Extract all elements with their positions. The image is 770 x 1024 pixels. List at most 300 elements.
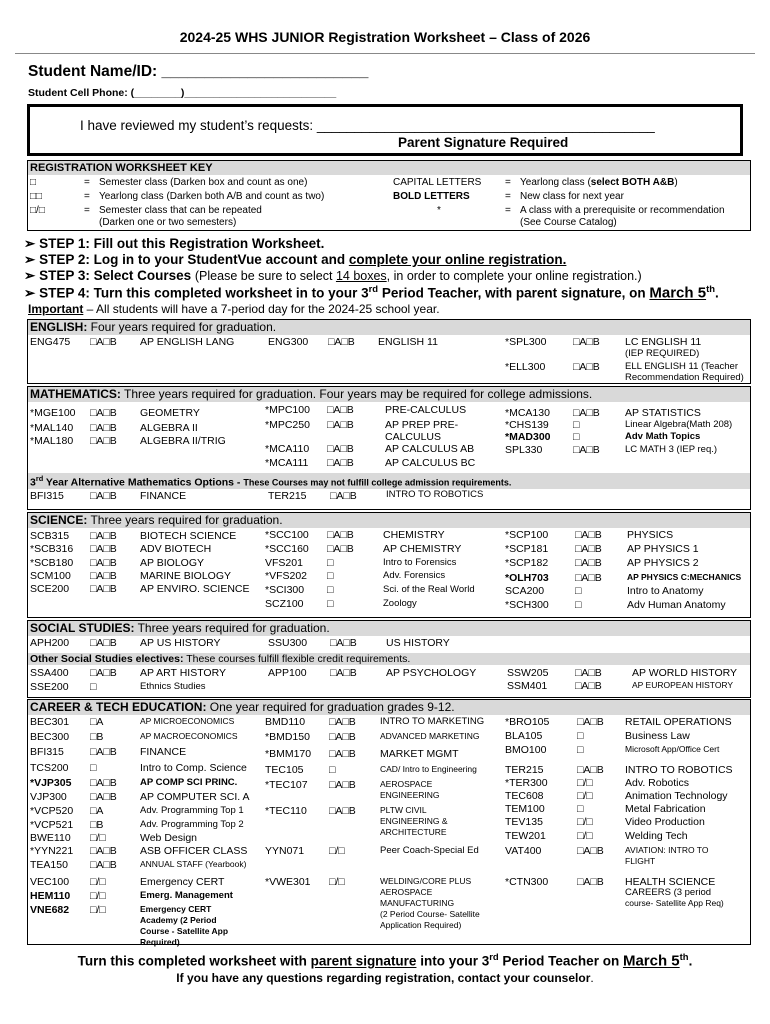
course-code: SCM100	[30, 570, 71, 582]
course-code: TEM100	[505, 803, 545, 815]
course-code: BLA105	[505, 730, 543, 742]
course-name: ENGLISH 11	[378, 336, 438, 348]
course-name: AP ART HISTORY	[140, 667, 226, 679]
course-code: *MAD300	[505, 431, 551, 443]
alt-title: 3	[30, 476, 36, 489]
course-name: ARCHITECTURE	[380, 827, 447, 837]
course-name: Peer Coach-Special Ed	[380, 845, 479, 856]
key-description: Semester class (Darken box and count as one)	[99, 177, 308, 188]
course-code: SCZ100	[265, 598, 304, 610]
course-code: SSU300	[268, 637, 308, 649]
course-code: *MPC250	[265, 419, 310, 431]
course-name: Linear Algebra(Math 208)	[625, 419, 733, 430]
course-code: VAT400	[505, 845, 542, 857]
semester-checkbox[interactable]: □	[327, 570, 334, 582]
course-name: Intro to Comp. Science	[140, 762, 247, 774]
key-symbol: □/□	[30, 205, 45, 216]
key-symbol: □□	[30, 191, 43, 202]
semester-checkbox[interactable]: □A□B	[330, 637, 357, 649]
key-description: Semester class that can be repeated	[99, 205, 262, 216]
semester-checkbox[interactable]: □A□B	[575, 529, 602, 541]
semester-checkbox[interactable]: □/□	[90, 876, 106, 888]
course-name: ADVANCED MARKETING	[380, 731, 480, 741]
semester-checkbox[interactable]: □A□B	[573, 361, 600, 373]
course-name: ALGEBRA II/TRIG	[140, 435, 226, 447]
course-code: TEW201	[505, 830, 546, 842]
course-code: *MAL180	[30, 435, 74, 447]
course-code: BFI315	[30, 746, 64, 758]
course-code: *TER300	[505, 777, 548, 789]
course-name: Emergency CERT	[140, 904, 212, 914]
semester-checkbox[interactable]: □	[573, 431, 580, 443]
course-name: Ethnics Studies	[140, 681, 206, 692]
section-title: CAREER & TECH EDUCATION:	[30, 700, 207, 714]
course-name: Microsoft App/Office Cert	[625, 744, 720, 754]
course-name: AP PREP PRE-	[385, 419, 459, 431]
course-code: *MPC100	[265, 404, 310, 416]
section-title: SOCIAL STUDIES:	[30, 621, 135, 635]
course-name: INTRO TO ROBOTICS	[625, 764, 733, 776]
semester-checkbox[interactable]: □A□B	[90, 746, 117, 758]
course-code: *SCB180	[30, 557, 74, 569]
semester-checkbox[interactable]: □/□	[577, 816, 593, 828]
course-name: AP WORLD HISTORY	[632, 667, 738, 679]
semester-checkbox[interactable]: □A□B	[90, 422, 117, 434]
course-name: AP EUROPEAN HISTORY	[632, 680, 734, 690]
semester-checkbox[interactable]: □	[575, 585, 582, 597]
course-name: Required)	[140, 937, 180, 947]
course-name: FLIGHT	[625, 856, 656, 866]
semester-checkbox[interactable]: □/□	[577, 790, 593, 802]
semester-checkbox[interactable]: □/□	[577, 830, 593, 842]
course-name: AP ENGLISH LANG	[140, 336, 235, 348]
course-name: Sci. of the Real World	[383, 584, 475, 595]
course-code: *BMM170	[265, 748, 312, 760]
semester-checkbox[interactable]: □A□B	[577, 764, 604, 776]
course-name: ENGINEERING	[380, 790, 440, 800]
course-code: *MAL140	[30, 422, 74, 434]
course-name: Academy (2 Period	[140, 915, 217, 925]
social-studies-section-header	[28, 621, 750, 636]
parent-signature-label: Parent Signature Required	[398, 135, 569, 150]
course-code: BMD110	[265, 716, 306, 728]
semester-checkbox[interactable]: □A□B	[329, 805, 356, 817]
semester-checkbox[interactable]: □A□B	[90, 407, 117, 419]
semester-checkbox[interactable]: □A□B	[90, 859, 117, 871]
course-code: TEC105	[265, 764, 304, 776]
semester-checkbox[interactable]: □A□B	[329, 716, 356, 728]
course-code: *ELL300	[505, 361, 546, 373]
course-name: AP CALCULUS AB	[385, 443, 475, 455]
semester-checkbox[interactable]: □A□B	[328, 336, 355, 348]
course-code: SPL330	[505, 444, 543, 456]
course-name: ASB OFFICER CLASS	[140, 845, 248, 857]
semester-checkbox[interactable]: □/□	[577, 777, 593, 789]
course-code: *SCP182	[505, 557, 549, 569]
semester-checkbox[interactable]: □	[573, 419, 580, 431]
course-code: TCS200	[30, 762, 69, 774]
course-name: AP PSYCHOLOGY	[386, 667, 477, 679]
course-code: SCB315	[30, 530, 70, 542]
section-subtitle: One year required for graduation grades 9-12.	[206, 700, 455, 714]
semester-checkbox[interactable]: □	[327, 598, 334, 610]
section-subtitle: Three years required for graduation.	[134, 621, 330, 635]
key-desc-bold: select BOTH A&B	[590, 177, 675, 188]
electives-title: Other Social Studies electives:	[30, 653, 184, 665]
section-title: SCIENCE:	[30, 513, 88, 527]
key-equals: =	[505, 205, 511, 216]
course-name: AP PHYSICS C:MECHANICS	[627, 572, 742, 582]
course-name: Adv Math Topics	[625, 431, 701, 442]
step-4: ➢ STEP 4: Turn this completed worksheet in to your 3rd Period Teacher, with parent signature, on March 5th.	[24, 284, 719, 302]
course-code: *VJP305	[30, 777, 72, 789]
important-note: Important – All students will have a 7-period day for the 2024-25 school year.	[28, 302, 440, 316]
key-symbol: *	[437, 205, 441, 216]
section-subtitle: Three years required for graduation.	[87, 513, 283, 527]
course-name: FINANCE	[140, 490, 187, 502]
course-code: HEM110	[30, 890, 71, 902]
course-name: HEALTH SCIENCE	[625, 876, 716, 888]
alt-note: These Courses may not fulfill college admission requirements.	[243, 477, 512, 488]
course-code: *SCB316	[30, 543, 74, 555]
course-name: AP MACROECONOMICS	[140, 731, 238, 741]
course-code: *SCC160	[265, 543, 309, 555]
course-name: Welding Tech	[625, 830, 688, 842]
course-name: Animation Technology	[625, 790, 728, 802]
course-name: Metal Fabrication	[625, 803, 706, 815]
course-code: TEV135	[505, 816, 543, 828]
review-signature-line[interactable]: I have reviewed my student’s requests: _____________________________________________	[80, 118, 655, 133]
course-name: Adv. Forensics	[383, 570, 446, 581]
semester-checkbox[interactable]: □A□B	[90, 583, 117, 595]
alt-sup: rd	[35, 474, 44, 483]
semester-checkbox[interactable]: □/□	[329, 845, 345, 857]
course-code: *VFS202	[265, 570, 308, 582]
semester-checkbox[interactable]: □A□B	[575, 543, 602, 555]
semester-checkbox[interactable]: □A□B	[575, 667, 602, 679]
course-code: *MCA110	[265, 443, 310, 455]
course-name: RETAIL OPERATIONS	[625, 716, 732, 728]
course-name: AP US HISTORY	[140, 637, 221, 649]
course-code: *VCP520	[30, 805, 74, 817]
footer-counselor-note: If you have any questions regarding registration, contact your counselor.	[176, 971, 594, 985]
course-code: BFI315	[30, 490, 64, 502]
semester-checkbox[interactable]: □A□B	[575, 680, 602, 692]
semester-checkbox[interactable]: □A□B	[330, 667, 357, 679]
semester-checkbox[interactable]: □A□B	[575, 572, 602, 584]
course-name: AP PHYSICS 1	[627, 543, 699, 555]
key-desc-text: )	[674, 177, 678, 188]
social-electives-header	[28, 653, 750, 665]
course-name: Intro to Anatomy	[627, 585, 704, 597]
key-description	[520, 217, 617, 228]
course-name: US HISTORY	[386, 637, 450, 649]
key-desc-text: (See Course Catalog)	[520, 217, 617, 228]
semester-checkbox[interactable]: □	[577, 730, 584, 742]
semester-checkbox[interactable]: □A□B	[90, 777, 117, 789]
semester-checkbox[interactable]: □	[90, 681, 97, 693]
course-code: VJP300	[30, 791, 67, 803]
semester-checkbox[interactable]: □A□B	[90, 336, 117, 348]
semester-checkbox[interactable]: □A□B	[90, 570, 117, 582]
course-name: Web Design	[140, 832, 198, 844]
course-name: MANUFACTURING	[380, 898, 455, 908]
course-code: *BMD150	[265, 731, 310, 743]
course-code: *SCP181	[505, 543, 549, 555]
course-code: SSE200	[30, 681, 69, 693]
student-name-field[interactable]: Student Name/ID: ________________________	[28, 63, 369, 80]
semester-checkbox[interactable]: □	[575, 599, 582, 611]
semester-checkbox[interactable]: □	[90, 762, 97, 774]
semester-checkbox[interactable]: □A□B	[327, 529, 354, 541]
course-code: *OLH703	[505, 572, 549, 584]
course-code: VFS201	[265, 557, 303, 569]
step-1: ➢ STEP 1: Fill out this Registration Worksheet.	[24, 236, 325, 251]
course-code: TEA150	[30, 859, 68, 871]
course-code: SCA200	[505, 585, 545, 597]
course-name: AP COMPUTER SCI. A	[140, 791, 250, 803]
course-name: AP CHEMISTRY	[383, 543, 462, 555]
course-name: CALCULUS	[385, 431, 442, 443]
course-name: Emergency CERT	[140, 876, 225, 888]
course-name: CAREERS (3 period	[625, 887, 712, 898]
course-name: BIOTECH SCIENCE	[140, 530, 237, 542]
course-code: APP100	[268, 667, 307, 679]
course-name: AP MICROECONOMICS	[140, 716, 235, 726]
key-equals: =	[505, 177, 511, 188]
course-code: *MGE100	[30, 407, 76, 419]
science-section-header	[28, 513, 750, 528]
course-name: ENGINEERING &	[380, 816, 448, 826]
course-name: (2 Period Course- Satellite	[380, 909, 480, 919]
electives-note: These courses fulfill flexible credit requirements.	[183, 653, 411, 665]
semester-checkbox[interactable]: □/□	[329, 876, 345, 888]
semester-checkbox[interactable]: □A	[90, 716, 104, 728]
course-code: TEC608	[505, 790, 544, 802]
course-code: SSW205	[507, 667, 549, 679]
course-code: *TEC110	[265, 805, 307, 817]
course-code: *SCI300	[265, 584, 305, 596]
step-3: ➢ STEP 3: Select Courses (Please be sure to select 14 boxes, in order to complete your online registration.)	[24, 268, 642, 283]
footer-instruction: Turn this completed worksheet with parent signature into your 3rd Period Teacher on March 5th.	[77, 952, 693, 970]
semester-checkbox[interactable]: □A□B	[327, 457, 354, 469]
semester-checkbox[interactable]: □A□B	[327, 419, 354, 431]
key-equals: =	[84, 177, 90, 188]
key-equals: =	[84, 191, 90, 202]
key-description: (Darken one or two semesters)	[99, 217, 237, 228]
worksheet-key-title: REGISTRATION WORKSHEET KEY	[28, 161, 750, 175]
course-name: FINANCE	[140, 746, 187, 758]
section-title: ENGLISH:	[30, 320, 88, 334]
semester-checkbox[interactable]: □A□B	[577, 716, 604, 728]
course-code: *VWE301	[265, 876, 311, 888]
course-code: *CTN300	[505, 876, 549, 888]
course-name: AEROSPACE	[380, 779, 433, 789]
course-name: Intro to Forensics	[383, 557, 457, 568]
course-name: ANNUAL STAFF (Yearbook)	[140, 859, 247, 869]
course-code: *YYN221	[30, 845, 74, 857]
alt-title: Year Alternative Mathematics Options -	[43, 476, 244, 489]
course-code: BMO100	[505, 744, 547, 756]
course-name: ADV BIOTECH	[140, 543, 212, 555]
course-code: *TEC107	[265, 779, 308, 791]
course-code: BWE110	[30, 832, 71, 844]
key-symbol: CAPITAL LETTERS	[393, 177, 482, 188]
step-2: ➢ STEP 2: Log in to your StudentVue account and complete your online registration.	[24, 252, 567, 267]
course-code: VNE682	[30, 904, 70, 916]
section-subtitle: Four years required for graduation.	[87, 320, 277, 334]
semester-checkbox[interactable]: □A□B	[573, 336, 600, 348]
key-equals: =	[84, 205, 90, 216]
semester-checkbox[interactable]: □B	[90, 819, 104, 831]
course-name: Application Required)	[380, 920, 462, 930]
semester-checkbox[interactable]: □A□B	[573, 407, 600, 419]
course-name: GEOMETRY	[140, 407, 200, 419]
semester-checkbox[interactable]: □A□B	[575, 557, 602, 569]
semester-checkbox[interactable]: □A□B	[90, 490, 117, 502]
semester-checkbox[interactable]: □/□	[90, 890, 106, 902]
course-name: AP COMP SCI PRINC.	[140, 777, 238, 788]
course-code: TER215	[268, 490, 307, 502]
course-code: *SCP100	[505, 529, 549, 541]
key-symbol: BOLD LETTERS	[393, 191, 470, 202]
course-name: Adv Human Anatomy	[627, 599, 726, 611]
course-code: *MCA130	[505, 407, 550, 419]
course-name: PHYSICS	[627, 529, 674, 541]
course-name: ELL ENGLISH 11 (Teacher	[625, 361, 738, 372]
course-name: PLTW CIVIL	[380, 805, 427, 815]
course-name: Emerg. Management	[140, 890, 233, 901]
semester-checkbox[interactable]: □A□B	[327, 443, 354, 455]
course-name: Adv. Programming Top 1	[140, 805, 244, 816]
course-code: *SCH300	[505, 599, 549, 611]
course-name: course- Satellite App Req)	[625, 898, 724, 908]
course-code: ENG300	[268, 336, 309, 348]
semester-checkbox[interactable]: □	[327, 584, 334, 596]
course-code: *SPL300	[505, 336, 547, 348]
course-code: BEC300	[30, 731, 70, 743]
course-code: VEC100	[30, 876, 70, 888]
semester-checkbox[interactable]: □A□B	[329, 748, 356, 760]
course-name: LC MATH 3 (IEP req.)	[625, 444, 718, 455]
semester-checkbox[interactable]: □A□B	[90, 667, 117, 679]
semester-checkbox[interactable]: □A□B	[90, 557, 117, 569]
student-cell-field[interactable]: Student Cell Phone: (________)__________________________	[28, 87, 337, 99]
course-name: CHEMISTRY	[383, 529, 445, 541]
course-name: MARINE BIOLOGY	[140, 570, 232, 582]
semester-checkbox[interactable]: □A□B	[90, 543, 117, 555]
semester-checkbox[interactable]: □A□B	[90, 791, 117, 803]
course-name: Business Law	[625, 730, 690, 742]
semester-checkbox[interactable]: □/□	[90, 832, 106, 844]
course-name: AP BIOLOGY	[140, 557, 204, 569]
key-desc-text: New class for next year	[520, 191, 624, 202]
section-subtitle: Three years required for graduation. Four years may be required for college admissions.	[120, 387, 593, 401]
key-description: Yearlong class (Darken both A/B and count as two)	[99, 191, 325, 202]
course-name: WELDING/CORE PLUS	[380, 876, 472, 886]
course-name: Video Production	[625, 816, 705, 828]
course-name: INTRO TO ROBOTICS	[386, 489, 484, 500]
semester-checkbox[interactable]: □	[329, 764, 336, 776]
semester-checkbox[interactable]: □	[577, 744, 584, 756]
course-code: *BRO105	[505, 716, 550, 728]
course-code: YYN071	[265, 845, 305, 857]
divider	[15, 53, 755, 54]
semester-checkbox[interactable]: □	[577, 803, 584, 815]
course-code: SSA400	[30, 667, 69, 679]
course-code: *VCP521	[30, 819, 74, 831]
course-name: Zoology	[383, 598, 417, 609]
semester-checkbox[interactable]: □A	[90, 805, 104, 817]
course-name: CAD/ Intro to Engineering	[380, 764, 477, 774]
semester-checkbox[interactable]: □A□B	[577, 845, 604, 857]
semester-checkbox[interactable]: □A□B	[90, 637, 117, 649]
semester-checkbox[interactable]: □A□B	[573, 444, 600, 456]
course-name: AP CALCULUS BC	[385, 457, 476, 469]
semester-checkbox[interactable]: □A□B	[329, 731, 356, 743]
page-title: 2024-25 WHS JUNIOR Registration Worksheet – Class of 2026	[179, 29, 591, 45]
key-description	[520, 177, 678, 188]
key-desc-text: A class with a prerequisite or recommendation	[520, 205, 725, 216]
key-description	[520, 205, 725, 216]
key-description	[520, 191, 624, 202]
course-code: *CHS139	[505, 419, 549, 431]
course-code: BEC301	[30, 716, 70, 728]
course-name: INTRO TO MARKETING	[380, 716, 485, 727]
semester-checkbox[interactable]: □	[327, 557, 334, 569]
course-name: Adv. Robotics	[625, 777, 689, 789]
semester-checkbox[interactable]: □A□B	[327, 543, 354, 555]
course-name: AVIATION: INTRO TO	[625, 845, 709, 855]
course-code: *MCA111	[265, 457, 309, 469]
math-alt-header	[28, 473, 750, 489]
course-name: PRE-CALCULUS	[385, 404, 467, 416]
key-symbol: □	[30, 177, 37, 188]
course-name: AP ENVIRO. SCIENCE	[140, 583, 250, 595]
key-equals: =	[505, 191, 511, 202]
semester-checkbox[interactable]: □A□B	[330, 490, 357, 502]
semester-checkbox[interactable]: □A□B	[90, 435, 117, 447]
course-name: MARKET MGMT	[380, 748, 459, 760]
course-name: AP STATISTICS	[625, 407, 701, 419]
course-code: TER215	[505, 764, 544, 776]
key-desc-text: Yearlong class (	[520, 177, 591, 188]
semester-checkbox[interactable]: □A□B	[90, 530, 117, 542]
course-name: Course - Satellite App	[140, 926, 229, 936]
course-name: Recommendation Required)	[625, 372, 744, 383]
english-section-header	[28, 320, 750, 335]
semester-checkbox[interactable]: □A□B	[327, 404, 354, 416]
course-name: ALGEBRA II	[140, 422, 198, 434]
math-section-header	[28, 387, 750, 402]
section-title: MATHEMATICS:	[30, 387, 121, 401]
course-code: ENG475	[30, 336, 71, 348]
semester-checkbox[interactable]: □A□B	[329, 779, 356, 791]
course-code: SSM401	[507, 680, 548, 692]
course-code: APH200	[30, 637, 70, 649]
semester-checkbox[interactable]: □/□	[90, 904, 106, 916]
course-name: (IEP REQUIRED)	[625, 348, 700, 359]
course-name: Adv. Programming Top 2	[140, 819, 244, 830]
semester-checkbox[interactable]: □B	[90, 731, 104, 743]
course-name: LC ENGLISH 11	[625, 336, 702, 348]
semester-checkbox[interactable]: □A□B	[577, 876, 604, 888]
semester-checkbox[interactable]: □A□B	[90, 845, 117, 857]
career-tech-section-header	[28, 700, 750, 715]
course-name: AEROSPACE	[380, 887, 433, 897]
course-code: SCE200	[30, 583, 70, 595]
course-name: AP PHYSICS 2	[627, 557, 699, 569]
